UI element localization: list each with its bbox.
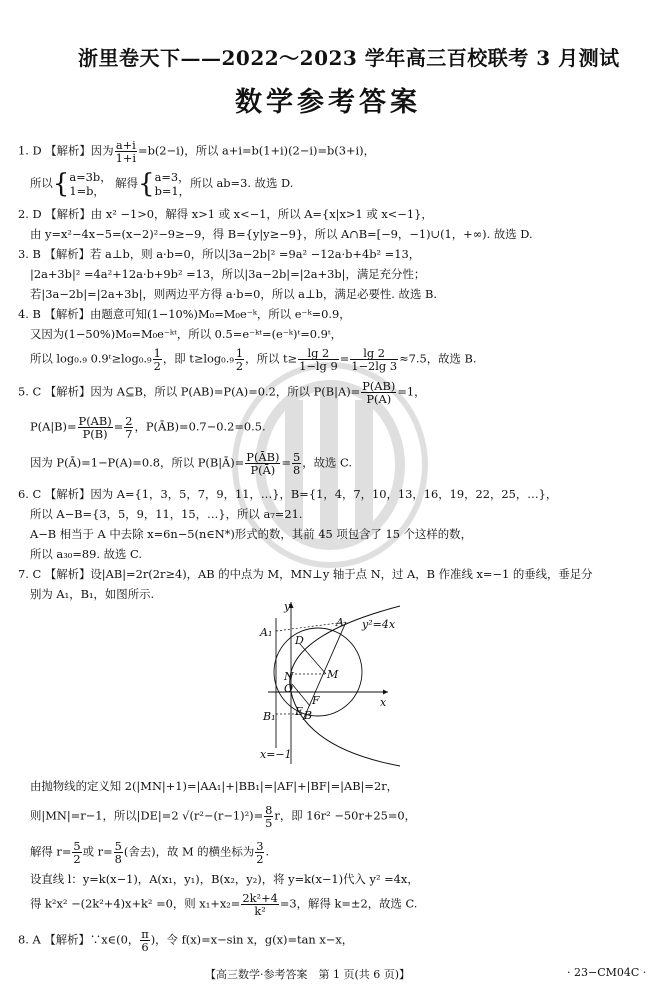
answer-4-line-3: 所以 log₀.₉ 0.9ᵗ≥log₀.₉ $\frac{1}{2}$ ，即 t≥log₀.₉ $\frac{1}{2}$ ，所以 t≥ $\frac{\lg 2}{1-\lg 9}$ = $\frac{\lg 2}{1-2\lg 3}$ ≈7.5，故选 B.	[30, 346, 477, 373]
answer-7-line-5: 解得 r= $\frac{5}{2}$ 或 r= $\frac{5}{8}$ (舍去)，故 M 的横坐标为 $\frac{3}{2}$ .	[30, 839, 270, 866]
label-m: M	[327, 668, 339, 681]
answer-4-line-2: 又因为(1−50%)M₀=M₀e⁻ᵏᵗ，所以 0.5=e⁻ᵏᵗ=(e⁻ᵏ)ᵗ=0.9ᵗ，	[30, 327, 343, 341]
answer-3-line-3: 若|3a−2b|=|2a+3b|，则两边平方得 a·b=0，所以 a⊥b，满足必要性. 故选 B.	[30, 287, 437, 301]
answer-7-line-1: 7. C 【解析】设|AB|=2r(2r≥4)，AB 的中点为 M，MN⊥y 轴于点 N，过 A，B 作准线 x=−1 的垂线，垂足分	[18, 567, 593, 581]
label-o: O	[284, 682, 294, 695]
answer-8-line-1: 8. A 【解析】∵x∈(0， $\frac{\pi}{6}$ )，令 f(x)=x−sin x，g(x)=tan x−x，	[18, 927, 354, 954]
label-y: y	[284, 600, 291, 613]
answer-1-line-2: 所以{a=3b， 1=b， 解得{a=3， b=1，所以 ab=3. 故选 D.	[30, 169, 294, 199]
answer-4-line-1: 4. B 【解析】由题意可知(1−10%)M₀=M₀e⁻ᵏ，所以 e⁻ᵏ=0.9，	[18, 307, 351, 321]
answer-1-line-1: 1. D 【解析】因为 $\frac{a+i}{1+i}$ =b(2−i)，所以 a+i=b(1+i)(2−i)=b(3+i)，	[18, 138, 375, 165]
answer-6-line-2: 所以 A−B={3，5，9，11，15，…}，所以 a₇=21.	[30, 507, 303, 521]
answer-6-line-4: 所以 a₃₀=89. 故选 C.	[30, 547, 142, 561]
label-a1: A₁	[260, 626, 273, 639]
label-d: D	[295, 634, 304, 647]
answer-7-line-4: 则|MN|=r−1，所以|DE|=2 √(r²−(r−1)²)= $\frac{8}{5}$ r，即 16r² −50r+25=0，	[30, 803, 417, 830]
answer-7-line-3: 由抛物线的定义知 2(|MN|+1)=|AA₁|+|BB₁|=|AF|+|BF|=|AB|=2r，	[30, 779, 399, 793]
answer-6-line-3: A−B 相当于 A 中去除 x=6n−5(n∈N*)形式的数，其前 45 项包含了 15 个这样的数，	[30, 527, 472, 541]
label-curve: y²=4x	[362, 618, 396, 631]
page-title: 浙里卷天下——2022～2023 学年高三百校联考 3 月测试	[78, 46, 620, 70]
answer-2-line-2: 由 y=x²−4x−5=(x−2)²−9≥−9，得 B={y|y≥−9}，所以 A∩B=[−9，−1)∪(1，+∞). 故选 D.	[30, 227, 533, 241]
page-subtitle: 数学参考答案	[235, 87, 421, 118]
fraction: $\frac{a+i}{1+i}$	[115, 138, 137, 165]
label-a: A	[336, 616, 344, 629]
answer-2-line-1: 2. D 【解析】由 x² −1>0，解得 x>1 或 x<−1，所以 A={x|x>1 或 x<−1}，	[18, 207, 433, 221]
answer-7-line-7: 得 k²x² −(2k²+4)x+k² =0，则 x₁+x₂= $\frac{\text{2k²+4}}{\text{k²}}$ =3，解得 k=±2，故选 C.	[30, 891, 418, 918]
label-e: E	[295, 705, 304, 718]
parabola-figure	[248, 598, 408, 768]
label-f: F	[312, 694, 320, 707]
label-b1: B₁	[263, 710, 276, 723]
answer-7-line-6: 设直线 l：y=k(x−1)，A(x₁，y₁)，B(x₂，y₂)，将 y=k(x−1)代入 y² =4x，	[30, 872, 419, 886]
label-b: B	[304, 709, 313, 722]
footer-page-info: 【高三数学·参考答案 第 1 页(共 6 页)】	[205, 968, 411, 981]
label-directrix: x=−1	[260, 748, 292, 761]
answer-7-line-2: 别为 A₁，B₁，如图所示.	[30, 587, 155, 601]
footer-code: · 23−CM04C ·	[567, 966, 647, 979]
label-x: x	[380, 696, 387, 709]
answer-5-line-1: 5. C 【解析】因为 A⊆B，所以 P(AB)=P(A)=0.2，所以 P(B|A)= $\frac{P(AB)}{P(A)}$ =1，	[18, 379, 426, 406]
answer-5-line-3: 因为 P(Ā)=1−P(A)=0.8，所以 P(B|Ā)= $\frac{P(ĀB)}{P(Ā)}$ = $\frac{5}{8}$ ，故选 C.	[30, 450, 352, 477]
answer-5-line-2: P(A|B)= $\frac{P(AB)}{P(B)}$ = $\frac{2}{7}$ ，P(ĀB)=0.7−0.2=0.5.	[30, 414, 266, 441]
label-n: N	[284, 670, 294, 683]
answer-3-line-1: 3. B 【解析】若 a⊥b，则 a·b=0，所以|3a−2b|² =9a² −12a·b+4b² =13，	[18, 247, 421, 261]
answer-6-line-1: 6. C 【解析】因为 A={1，3，5，7，9，11，…}，B={1，4，7，10，13，16，19，22，25，…}，	[18, 487, 558, 501]
answer-3-line-2: |2a+3b|² =4a²+12a·b+9b² =13，所以|3a−2b|=|2a+3b|，满足充分性；	[30, 267, 426, 281]
